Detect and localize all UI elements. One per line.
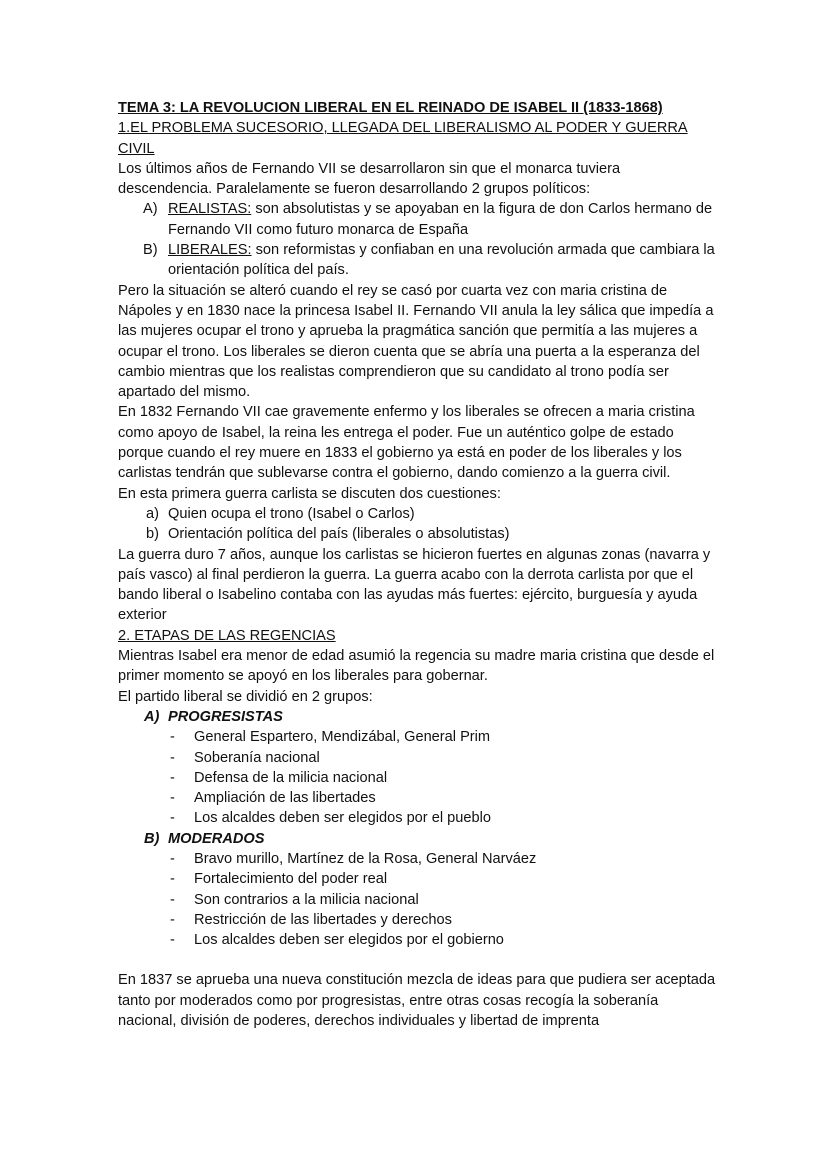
list-marker: A) <box>144 708 160 725</box>
blank-line <box>118 950 718 970</box>
dash-marker: - <box>170 810 175 827</box>
paragraph: En 1832 Fernando VII cae gravemente enfermo y los liberales se ofrecen a maria cristina como apoyo de Isabel, la reina les entrega el poder. Fue un auténtico golpe de estado porque cuando el rey muere en 1833 el gobierno ya está en poder de los liberales y los carlistas tendrán que sublevarse contra el gobierno, dando comienzo a la guerra civil. <box>118 404 695 482</box>
paragraph: La guerra duro 7 años, aunque los carlistas se hicieron fuertes en algunas zonas (navarra y país vasco) al final perdieron la guerra. La guerra acabo con la derrota carlista por que el bando liberal o Isabelino contaba con las ayudas más fuertes: ejército, burguesía y ayuda exterior <box>118 546 711 624</box>
war-questions-list <box>118 504 718 545</box>
list-item <box>118 869 718 889</box>
list-item <box>118 808 718 828</box>
moderados-list <box>118 849 718 950</box>
paragraph: El partido liberal se dividió en 2 grupos: <box>118 688 373 705</box>
political-groups-list <box>118 199 718 280</box>
progresistas-heading <box>118 707 718 727</box>
list-item-text: Los alcaldes deben ser elegidos por el gobierno <box>194 932 504 949</box>
list-item <box>118 890 718 910</box>
group-label: MODERADOS <box>168 830 265 847</box>
paragraph: Mientras Isabel era menor de edad asumió la regencia su madre maria cristina que desde el primer momento se apoyó en los liberales para gobernar. <box>118 648 715 685</box>
group-realistas <box>118 199 718 240</box>
list-item-text: Fortalecimiento del poder real <box>194 871 388 888</box>
dash-marker: - <box>170 850 175 867</box>
list-marker: B) <box>144 830 160 847</box>
group-label: LIBERALES: <box>168 242 252 259</box>
dash-marker: - <box>170 911 175 928</box>
paragraph: En esta primera guerra carlista se discuten dos cuestiones: <box>118 485 501 502</box>
list-item-text: Ampliación de las libertades <box>194 790 376 807</box>
dash-marker: - <box>170 891 175 908</box>
paragraph: En 1837 se aprueba una nueva constitución mezcla de ideas para que pudiera ser aceptada tanto por moderados como por progresistas, entre otras cosas recogía la soberanía nacional, división de poderes, derechos individuales y libertad de imprenta <box>118 972 716 1030</box>
group-label: REALISTAS: <box>168 201 252 218</box>
list-item-text: Bravo murillo, Martínez de la Rosa, General Narváez <box>194 850 537 867</box>
list-item-text: Orientación política del país (liberales o absolutistas) <box>168 526 510 543</box>
moderados-heading <box>118 829 718 849</box>
group-label: PROGRESISTAS <box>168 708 283 725</box>
list-item-text: General Espartero, Mendizábal, General Prim <box>194 729 491 746</box>
list-item-text: Soberanía nacional <box>194 749 320 766</box>
dash-marker: - <box>170 871 175 888</box>
list-item <box>118 768 718 788</box>
section-2-heading: 2. ETAPAS DE LAS REGENCIAS <box>118 627 336 644</box>
dash-marker: - <box>170 769 175 786</box>
list-item-text: Los alcaldes deben ser elegidos por el pueblo <box>194 810 491 827</box>
group-text: son absolutistas y se apoyaban en la figura de don Carlos hermano de Fernando VII como futuro monarca de España <box>168 201 713 238</box>
list-marker: b) <box>146 526 159 543</box>
section-1-intro: Los últimos años de Fernando VII se desarrollaron sin que el monarca tuviera descendencia. Paralelamente se fueron desarrollando 2 grupos políticos: <box>118 160 621 198</box>
list-item <box>118 788 718 808</box>
list-item <box>118 504 718 524</box>
list-item <box>118 727 718 747</box>
list-item-text: Defensa de la milicia nacional <box>194 769 388 786</box>
list-item-text: Son contrarios a la milicia nacional <box>194 891 419 908</box>
dash-marker: - <box>170 729 175 746</box>
group-text: son reformistas y confiaban en una revolución armada que cambiara la orientación política del país. <box>168 242 715 279</box>
list-item <box>118 849 718 869</box>
list-item-text: Quien ocupa el trono (Isabel o Carlos) <box>168 505 415 522</box>
group-liberales <box>118 240 718 281</box>
progresistas-list <box>118 727 718 828</box>
list-item <box>118 748 718 768</box>
list-item <box>118 910 718 930</box>
list-item <box>118 524 718 544</box>
document-body <box>118 98 718 1031</box>
list-marker: B) <box>143 242 158 259</box>
dash-marker: - <box>170 932 175 949</box>
list-item-text: Restricción de las libertades y derechos <box>194 911 452 928</box>
list-marker: A) <box>143 201 158 218</box>
dash-marker: - <box>170 749 175 766</box>
section-1-heading: 1.EL PROBLEMA SUCESORIO, LLEGADA DEL LIBERALISMO AL PODER Y GUERRA CIVIL <box>118 120 688 157</box>
paragraph: Pero la situación se alteró cuando el rey se casó por cuarta vez con maria cristina de Nápoles y en 1830 nace la princesa Isabel II. Fernando VII anula la ley sálica que impedía a las mujeres ocupar el trono y aprueba la pragmática sanción que permitía a las mujeres a ocupar el trono. Los liberales se dieron cuenta que se abría una puerta a la esperanza del cambio mientras que los realistas comprendieron que su candidato al trono podía ser apartado del mismo. <box>118 282 714 401</box>
list-marker: a) <box>146 505 159 522</box>
list-item <box>118 930 718 950</box>
dash-marker: - <box>170 790 175 807</box>
document-title: TEMA 3: LA REVOLUCION LIBERAL EN EL REINADO DE ISABEL II (1833-1868) <box>118 100 663 116</box>
